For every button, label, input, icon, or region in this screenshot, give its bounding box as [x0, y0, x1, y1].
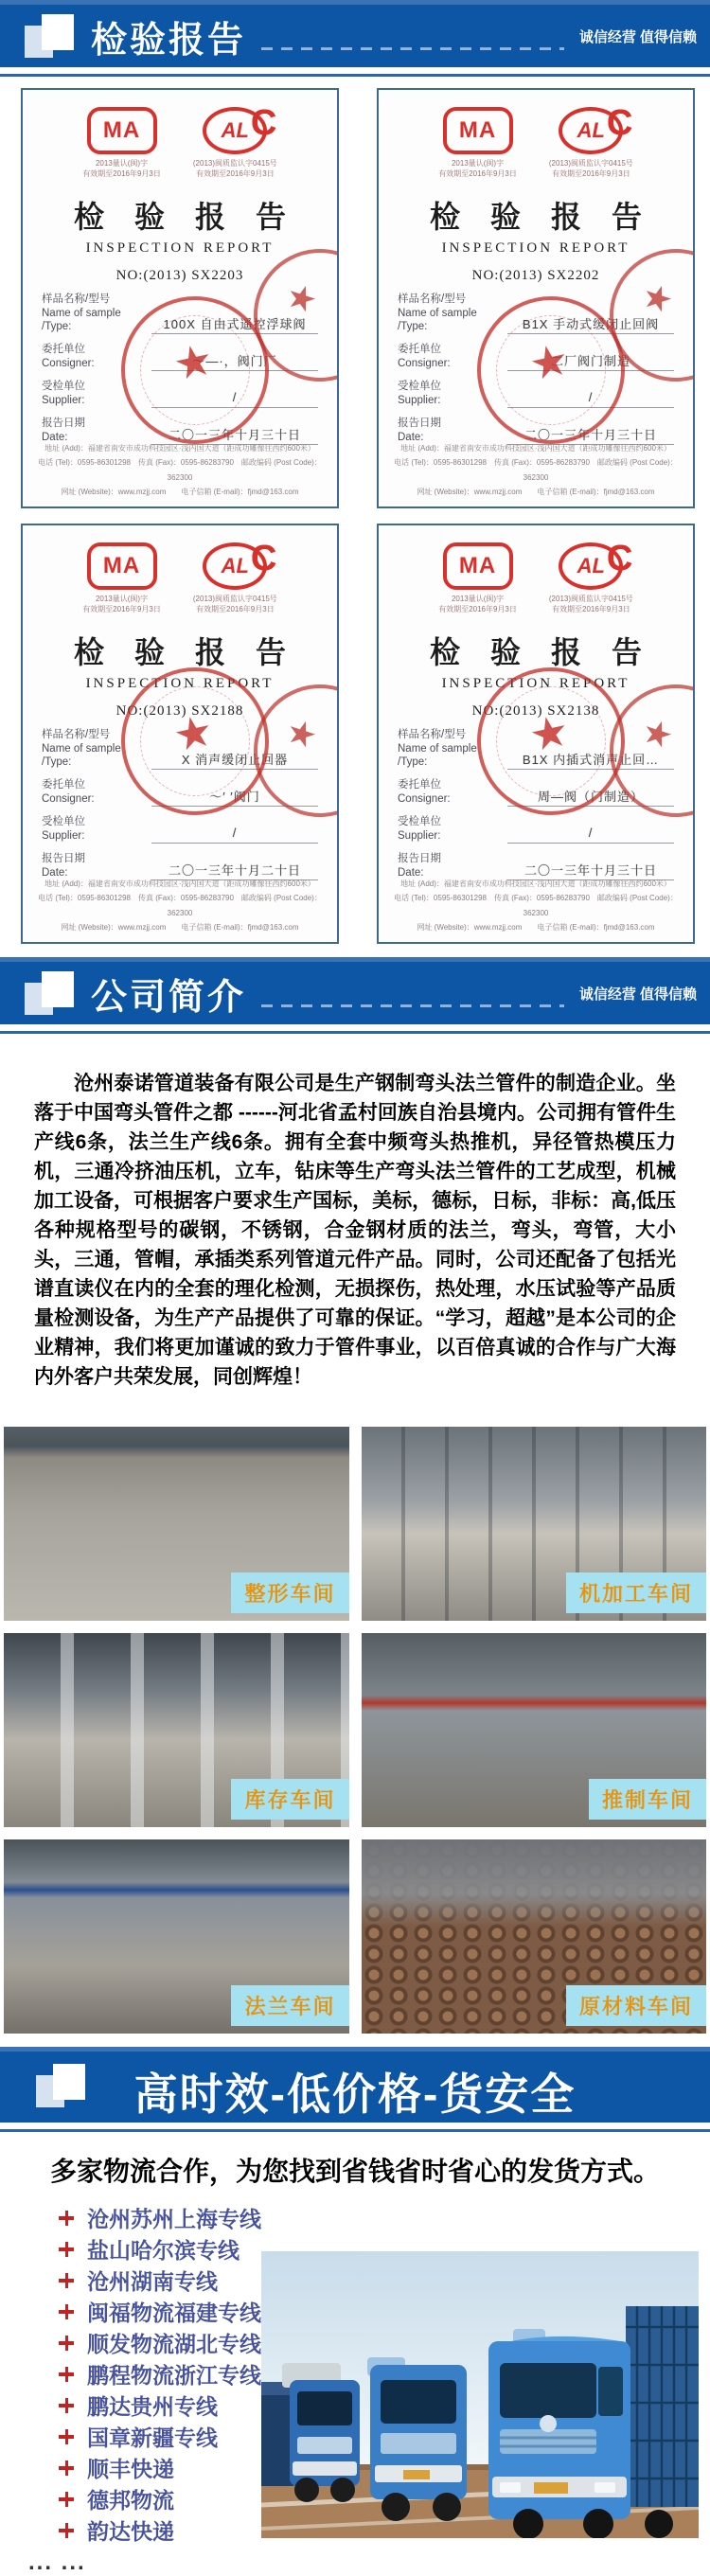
cal-mark-icon: AL C: [203, 107, 267, 154]
reports-section-title: 检验报告: [91, 20, 247, 61]
plus-bullet-icon: [59, 2461, 74, 2476]
logistics-line-label: 鹏达贵州专线: [87, 2394, 218, 2419]
footer-web: 网址 (Website)：www.mzjj.com 电子信箱 (E-mail)：fjmd@163.com: [61, 922, 299, 932]
sample-field: [398, 293, 674, 335]
date-label-cn: 报告日期: [398, 417, 441, 430]
cal-mark-icon: AL C: [559, 107, 623, 154]
cal-note-2: 有效期至2016年9月3日: [552, 604, 630, 613]
supplier-label-cn: 受检单位: [398, 816, 441, 828]
certificate-number: NO:(2013) SX2202: [471, 267, 600, 283]
about-header-band: [0, 957, 710, 1024]
consigner-label-en: Consigner:: [42, 793, 95, 806]
logistics-line-label: 韵达快递: [87, 2519, 174, 2544]
supplier-label-en: Supplier:: [398, 830, 441, 843]
certificate-title-cn: 检 验 报 告: [73, 199, 286, 234]
certificate-title-cn: 检 验 报 告: [429, 634, 642, 669]
cma-mark-icon: MA: [443, 542, 513, 590]
pages-icon: [25, 14, 76, 58]
company-intro-paragraph: 沧州泰诺管道装备有限公司是生产钢制弯头法兰管件的制造企业。坐落于中国弯头管件之都 ------河北省孟村回族自治县境内。公司拥有管件生产线6条，法兰生产线6条。拥有全套中频弯头热推机，异径管热模压力机，三通冷挤油压机，立车，钻床等生产弯头法兰管件的工艺成型，机械加工设备，可根据客户要求生产国标，美标，德标，日标，非标：高,低压各种规格型号的碳钢，不锈钢，合金钢材质的法兰，弯头，弯管，大小头，三通，管帽，承插类系列管道元件产品。同时，公司还配备了包括光谱直读仪在内的全套的理化检测，无损探伤，热处理，水压试验等产品质量检测设备，为生产产品提供了可靠的保证。“学习，超越”是本公司的企业精神，我们将更加谨诚的致力于管件事业，以百倍真诚的合作与广大海内外客户共荣发展，同创辉煌！: [34, 1073, 676, 1388]
logistics-line-label: 德邦物流: [87, 2488, 174, 2513]
logistics-line-label: 闽福物流福建专线: [87, 2301, 261, 2325]
footer-address: 地址 (Add)：福建省南安市成功科技园区·浅内国大道（距成功雕像往西约600米）: [400, 444, 671, 453]
supplier-label-cn: 受检单位: [398, 381, 441, 393]
certificate-footer: [32, 441, 328, 499]
certificate-number: NO:(2013) SX2203: [115, 267, 244, 283]
cal-mark-icon: AL C: [559, 542, 623, 590]
trucks-photo: [261, 2251, 699, 2538]
sample-label-cn: 样品名称/型号: [42, 293, 111, 305]
logistics-line-item: [59, 2233, 248, 2265]
date-label-cn: 报告日期: [42, 853, 85, 865]
plus-bullet-icon: [59, 2242, 74, 2257]
supplier-label-en: Supplier:: [398, 395, 441, 407]
sample-value: B1X 手动式缓闭止回阀: [507, 314, 674, 334]
workshop-label: 原材料车间: [566, 1985, 706, 2026]
footer-web: 网址 (Website)：www.mzjj.com 电子信箱 (E-mail)：fjmd@163.com: [417, 487, 655, 496]
consigner-value: ～′ ′阀门: [151, 787, 318, 807]
cma-logo: [82, 542, 161, 615]
workshop-label: 库存车间: [231, 1779, 348, 1820]
reports-header-band: [0, 0, 710, 67]
cal-logo: [549, 542, 633, 615]
workshop-photo: [362, 1427, 707, 1621]
supplier-label-en: Supplier:: [42, 830, 85, 843]
plus-bullet-icon: [59, 2367, 74, 2382]
certificate-title-en: INSPECTION REPORT: [85, 240, 275, 256]
supplier-value: /: [507, 826, 674, 844]
certificate-logos: [392, 542, 680, 615]
certificate-card: [377, 524, 695, 944]
supplier-label-en: Supplier:: [42, 395, 85, 407]
consigner-label-en: Consigner:: [398, 358, 451, 370]
consigner-label-en: Consigner:: [398, 793, 451, 806]
cal-logo: [193, 542, 277, 615]
about-section-title: 公司简介: [91, 977, 247, 1018]
logistics-line-label: 顺发物流湖北专线: [87, 2332, 261, 2356]
logistics-line-label: 沧州苏州上海专线: [87, 2207, 261, 2231]
date-value: 二〇一三年十月三十日: [507, 861, 674, 880]
trust-slogan: 诚信经营 值得信赖: [578, 28, 697, 45]
footer-web: 网址 (Website)：www.mzjj.com 电子信箱 (E-mail)：fjmd@163.com: [417, 922, 655, 932]
certificate-footer: [388, 877, 683, 934]
date-value: 二〇一三年十月二十日: [151, 861, 318, 880]
date-label-en: Date:: [42, 867, 68, 879]
consigner-field: [42, 343, 318, 371]
consigner-value: 二厂阀门制造: [507, 351, 674, 371]
sample-label-en: Name of sample /Type:: [398, 307, 477, 333]
plus-bullet-icon: [59, 2211, 74, 2226]
sample-label-cn: 样品名称/型号: [398, 293, 467, 305]
trust-slogan: 诚信经营 值得信赖: [578, 986, 697, 1003]
supplier-field: [398, 815, 674, 844]
date-label-en: Date:: [398, 432, 424, 444]
supplier-label-cn: 受检单位: [42, 381, 85, 393]
supplier-field: [398, 380, 674, 408]
logistics-line-item: [59, 2202, 261, 2233]
cma-note-2: 有效期至2016年9月3日: [438, 169, 517, 178]
footer-phone: 电话 (Tel)：0595-86301298 传真 (Fax)：0595-86283790 邮政编码 (Post Code)：362300: [394, 894, 678, 917]
supplier-value: /: [151, 826, 318, 844]
logistics-line-label: 鹏程物流浙江专线: [87, 2363, 261, 2388]
cal-note-1: (2013)闽质监认字0415号: [192, 595, 277, 603]
consigner-label-cn: 委托单位: [42, 344, 85, 356]
certificate-logos: [392, 107, 680, 180]
consigner-label-en: Consigner:: [42, 358, 95, 370]
cma-note-1: 2013量认(闽)字: [95, 159, 149, 168]
supplier-label-cn: 受检单位: [42, 816, 85, 828]
plus-bullet-icon: [59, 2273, 74, 2288]
plus-bullet-icon: [59, 2492, 74, 2507]
logistics-line-item: [59, 2483, 248, 2514]
certificate-number: NO:(2013) SX2138: [471, 702, 600, 719]
cal-logo: [549, 107, 633, 180]
cma-note-2: 有效期至2016年9月3日: [82, 169, 161, 178]
footer-address: 地址 (Add)：福建省南安市成功科技园区·浅内国大道（距成功雕像往西约600米）: [44, 444, 315, 453]
logistics-line-list: [59, 2202, 261, 2546]
logistics-content: [0, 2194, 710, 2546]
workshop-label: 法兰车间: [231, 1985, 348, 2026]
workshop-photo: [4, 1633, 349, 1827]
dashed-divider: [261, 47, 564, 50]
sample-label-cn: 样品名称/型号: [398, 728, 467, 740]
cal-note-1: (2013)闽质监认字0415号: [548, 159, 633, 168]
consigner-label-cn: 委托单位: [398, 779, 441, 791]
logistics-line-item: [59, 2514, 248, 2546]
date-label-en: Date:: [398, 867, 424, 879]
footer-phone: 电话 (Tel)：0595-86301298 传真 (Fax)：0595-86283790 邮政编码 (Post Code)：362300: [38, 894, 322, 917]
date-value: 二〇一三年十月三十日: [151, 425, 318, 445]
sample-label-en: Name of sample /Type:: [42, 307, 121, 333]
logistics-line-item: [59, 2452, 248, 2483]
logistics-header-band: [0, 2047, 710, 2123]
sample-field: [398, 728, 674, 771]
cma-note-2: 有效期至2016年9月3日: [82, 604, 161, 613]
cal-logo: [193, 107, 277, 180]
footer-phone: 电话 (Tel)：0595-86301298 传真 (Fax)：0595-86283790 邮政编码 (Post Code)：362300: [38, 458, 322, 482]
certificate-title-en: INSPECTION REPORT: [85, 675, 275, 691]
date-label-en: Date:: [42, 432, 68, 444]
footer-address: 地址 (Add)：福建省南安市成功科技园区·浅内国大道（距成功雕像往西约600米）: [400, 879, 671, 889]
consigner-field: [398, 343, 674, 371]
plus-bullet-icon: [59, 2304, 74, 2319]
certificate-footer: [388, 441, 683, 499]
cal-note-1: (2013)闽质监认字0415号: [192, 159, 277, 168]
footer-phone: 电话 (Tel)：0595-86301298 传真 (Fax)：0595-86283790 邮政编码 (Post Code)：362300: [394, 458, 678, 482]
sample-value: X 消声缓闭止回器: [151, 750, 318, 770]
consigner-value: ～—·，阀门厂: [151, 351, 318, 371]
certificate-logos: [36, 107, 324, 180]
cma-mark-icon: MA: [443, 107, 513, 154]
consigner-label-cn: 委托单位: [42, 779, 85, 791]
band-rule: [0, 2129, 710, 2132]
supplier-field: [42, 815, 318, 844]
cma-logo: [82, 107, 161, 180]
date-label-cn: 报告日期: [42, 417, 85, 430]
logistics-line-item: [59, 2389, 248, 2421]
footer-address: 地址 (Add)：福建省南安市成功科技园区·浅内国大道（距成功雕像往西约600米）: [44, 879, 315, 889]
certificate-title-cn: 检 验 报 告: [429, 199, 642, 234]
plus-bullet-icon: [59, 2398, 74, 2413]
cma-logo: [438, 542, 517, 615]
logistics-intro-text: 多家物流合作，为您找到省钱省时省心的发货方式。: [49, 2157, 660, 2186]
certificate-number: NO:(2013) SX2188: [115, 702, 244, 719]
cal-mark-icon: AL C: [203, 542, 267, 590]
supplier-field: [42, 380, 318, 408]
logistics-line-item: [59, 2296, 261, 2327]
logistics-more-text: ... ...: [28, 2549, 86, 2575]
logistics-line-label: 国章新疆专线: [87, 2425, 218, 2450]
cma-note-1: 2013量认(闽)字: [95, 595, 149, 603]
workshop-photo-grid: [0, 1421, 710, 2034]
workshop-label: 推制车间: [589, 1779, 706, 1820]
sample-value: 100X 自由式遥控浮球阀: [151, 314, 318, 334]
cma-note-1: 2013量认(闽)字: [451, 595, 505, 603]
workshop-label: 机加工车间: [566, 1572, 706, 1613]
certificate-footer: [32, 877, 328, 934]
sample-label-en: Name of sample /Type:: [42, 742, 121, 769]
cal-note-1: (2013)闽质监认字0415号: [548, 595, 633, 603]
plus-bullet-icon: [59, 2429, 74, 2444]
consigner-value: 周—阀（门制造）: [507, 787, 674, 807]
supplier-value: /: [507, 390, 674, 408]
cal-note-2: 有效期至2016年9月3日: [196, 169, 275, 178]
cma-note-2: 有效期至2016年9月3日: [438, 604, 517, 613]
certificate-logos: [36, 542, 324, 615]
consigner-label-cn: 委托单位: [398, 344, 441, 356]
consigner-field: [398, 778, 674, 807]
certificate-card: [21, 524, 339, 944]
workshop-photo: [362, 1839, 707, 2034]
cal-note-2: 有效期至2016年9月3日: [552, 169, 630, 178]
logistics-line-label: 沧州湖南专线: [87, 2269, 218, 2294]
pages-icon-front: [42, 14, 74, 50]
sample-value: B1X 内插式消声止回…: [507, 750, 674, 770]
band-rule: [0, 1031, 710, 1034]
workshop-label: 整形车间: [231, 1572, 348, 1613]
supplier-value: /: [151, 390, 318, 408]
workshop-photo: [4, 1839, 349, 2034]
certificate-card: [377, 88, 695, 508]
certificate-title-cn: 检 验 报 告: [73, 634, 286, 669]
date-value: 二〇一三年十月三十日: [507, 425, 674, 445]
sample-field: [42, 728, 318, 771]
plus-bullet-icon: [59, 2523, 74, 2538]
logistics-line-item: [59, 2327, 261, 2358]
cma-mark-icon: MA: [87, 107, 157, 154]
cma-mark-icon: MA: [87, 542, 157, 590]
logistics-section-title: 高时效-低价格-货安全: [133, 2070, 577, 2119]
pages-icon-front: [42, 971, 74, 1007]
certificate-card: [21, 88, 339, 508]
logistics-line-item: [59, 2421, 248, 2452]
workshop-photo: [4, 1427, 349, 1621]
cma-logo: [438, 107, 517, 180]
sample-label-en: Name of sample /Type:: [398, 742, 477, 769]
sample-label-cn: 样品名称/型号: [42, 728, 111, 740]
consigner-field: [42, 778, 318, 807]
certificate-grid: [0, 77, 710, 944]
plus-bullet-icon: [59, 2336, 74, 2351]
cma-note-1: 2013量认(闽)字: [451, 159, 505, 168]
logistics-line-item: [59, 2265, 248, 2296]
certificate-title-en: INSPECTION REPORT: [441, 675, 630, 691]
logistics-line-item: [59, 2358, 261, 2389]
sample-field: [42, 293, 318, 335]
certificate-title-en: INSPECTION REPORT: [441, 240, 630, 256]
workshop-photo: [362, 1633, 707, 1827]
pages-icon: [25, 971, 76, 1015]
cal-note-2: 有效期至2016年9月3日: [196, 604, 275, 613]
date-label-cn: 报告日期: [398, 853, 441, 865]
dashed-divider: [261, 1004, 564, 1007]
logistics-line-label: 顺丰快递: [87, 2457, 174, 2481]
footer-web: 网址 (Website)：www.mzjj.com 电子信箱 (E-mail)：fjmd@163.com: [61, 487, 299, 496]
logistics-line-label: 盐山哈尔滨专线: [87, 2238, 240, 2263]
